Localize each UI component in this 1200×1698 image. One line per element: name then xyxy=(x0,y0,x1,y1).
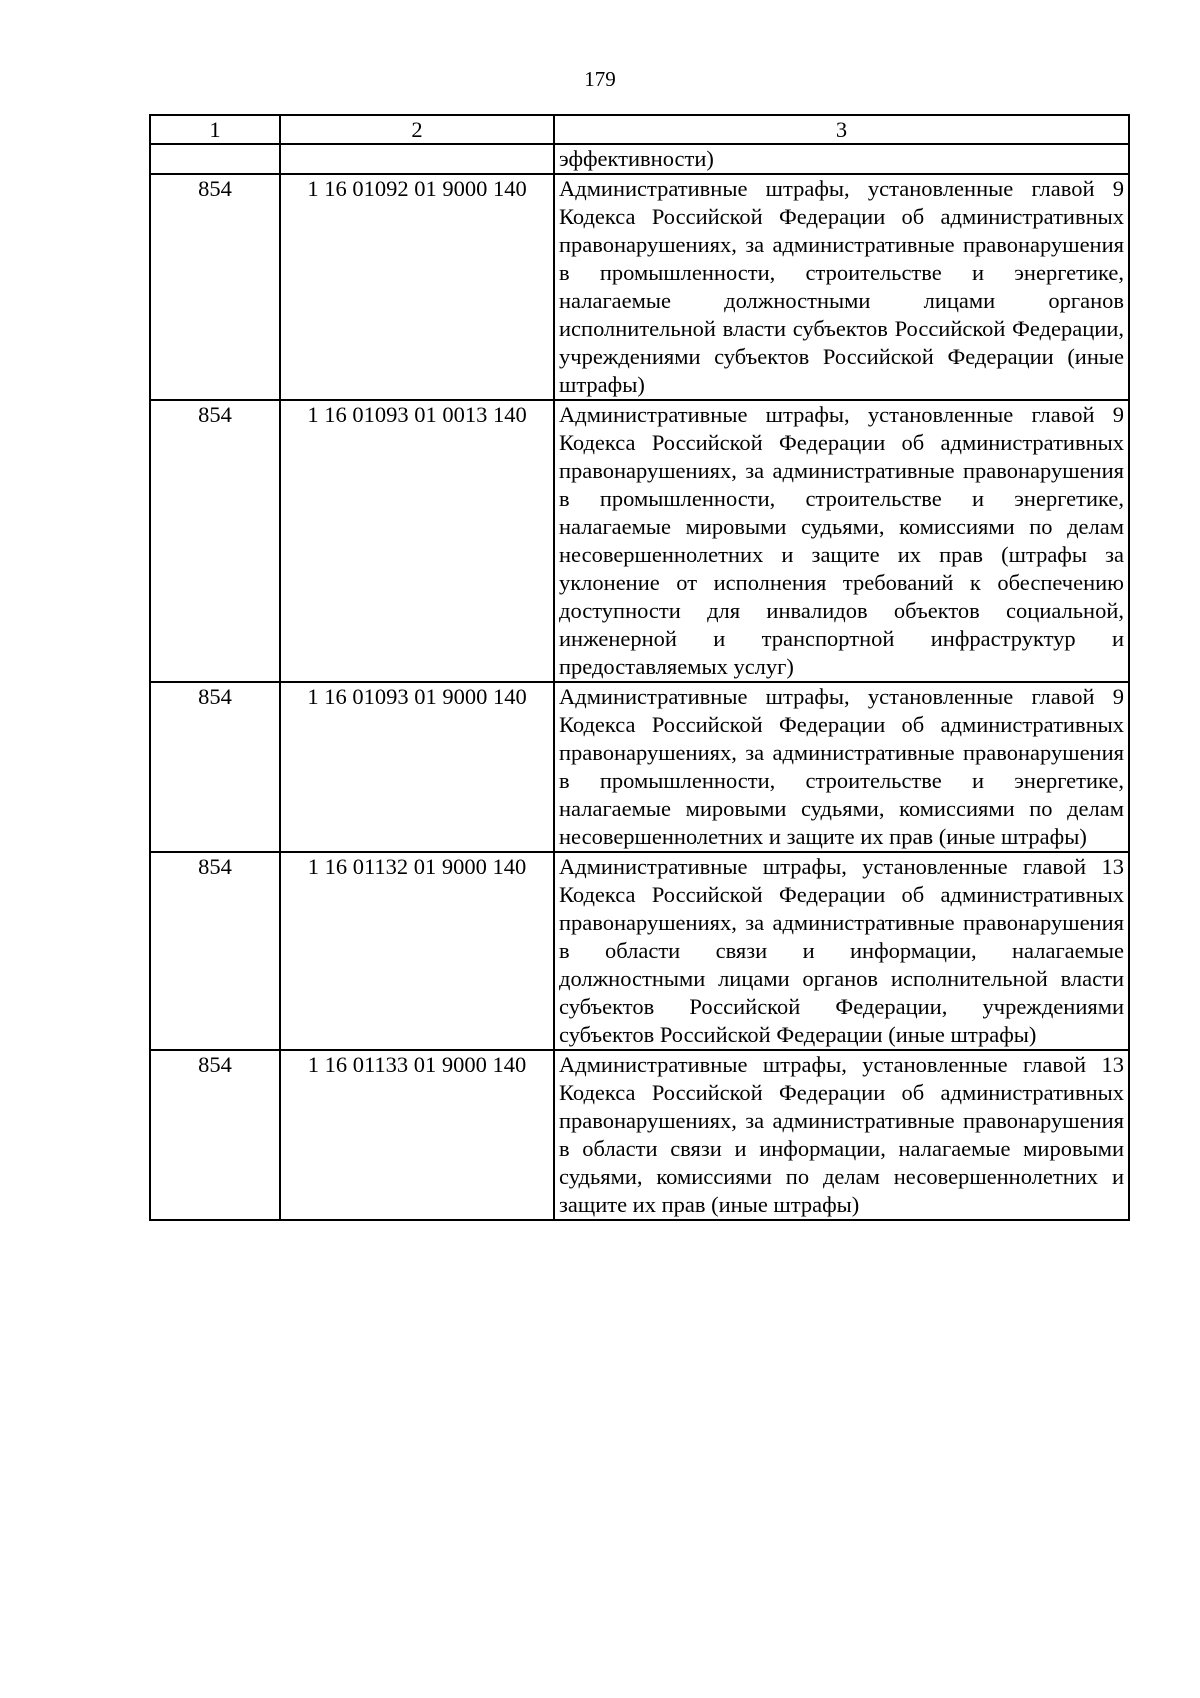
description-cell: Административные штрафы, установленные главой 9 Кодекса Российской Федерации об административных правонарушениях, за административные правонарушения в промышленности, строительстве и энергетике, налагаемые мировыми судьями, комиссиями по делам несовершеннолетних и защите их прав (иные штрафы) xyxy=(554,682,1129,852)
table-row xyxy=(150,682,1129,852)
table-row-continuation xyxy=(150,144,1129,174)
budget-code-cell: 1 16 01093 01 9000 140 xyxy=(280,682,554,852)
admin-code-cell: 854 xyxy=(150,174,280,400)
budget-code-cell: 1 16 01133 01 9000 140 xyxy=(280,1050,554,1220)
table-row xyxy=(150,1050,1129,1220)
table-row xyxy=(150,852,1129,1050)
budget-code-cell: 1 16 01092 01 9000 140 xyxy=(280,174,554,400)
table-row xyxy=(150,174,1129,400)
description-cell: Административные штрафы, установленные главой 9 Кодекса Российской Федерации об административных правонарушениях, за административные правонарушения в промышленности, строительстве и энергетике, налагаемые должностными лицами органов исполнительной власти субъектов Российской Федерации, учреждениями субъектов Российской Федерации (иные штрафы) xyxy=(554,174,1129,400)
description-cell: Административные штрафы, установленные главой 9 Кодекса Российской Федерации об административных правонарушениях, за административные правонарушения в промышленности, строительстве и энергетике, налагаемые мировыми судьями, комиссиями по делам несовершеннолетних и защите их прав (штрафы за уклонение от исполнения требований к обеспечению доступности для инвалидов объектов социальной, инженерной и транспортной инфраструктур и предоставляемых услуг) xyxy=(554,400,1129,682)
description-cell: эффективности) xyxy=(554,144,1129,174)
budget-code-cell: 1 16 01132 01 9000 140 xyxy=(280,852,554,1050)
column-header-3: 3 xyxy=(554,115,1129,144)
admin-code-cell: 854 xyxy=(150,400,280,682)
admin-code-cell: 854 xyxy=(150,852,280,1050)
admin-code-cell: 854 xyxy=(150,1050,280,1220)
column-header-1: 1 xyxy=(150,115,280,144)
description-cell: Административные штрафы, установленные главой 13 Кодекса Российской Федерации об административных правонарушениях, за административные правонарушения в области связи и информации, налагаемые должностными лицами органов исполнительной власти субъектов Российской Федерации, учреждениями субъектов Российской Федерации (иные штрафы) xyxy=(554,852,1129,1050)
page-number: 179 xyxy=(584,67,616,91)
admin-code-cell: 854 xyxy=(150,682,280,852)
table-row xyxy=(150,400,1129,682)
description-cell: Административные штрафы, установленные главой 13 Кодекса Российской Федерации об административных правонарушениях, за административные правонарушения в области связи и информации, налагаемые мировыми судьями, комиссиями по делам несовершеннолетних и защите их прав (иные штрафы) xyxy=(554,1050,1129,1220)
admin-code-cell xyxy=(150,144,280,174)
column-header-2: 2 xyxy=(280,115,554,144)
budget-classification-table xyxy=(149,114,1130,1221)
budget-code-cell xyxy=(280,144,554,174)
budget-code-cell: 1 16 01093 01 0013 140 xyxy=(280,400,554,682)
table-header-row xyxy=(150,115,1129,144)
